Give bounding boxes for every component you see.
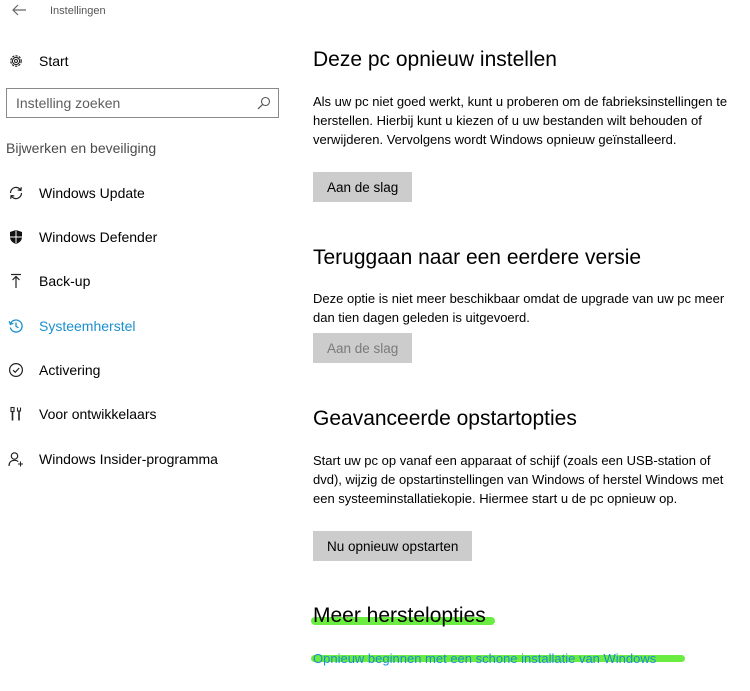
- sidebar-item-label: Windows Insider-programma: [39, 451, 218, 467]
- sidebar-item-label: Windows Defender: [39, 229, 158, 245]
- section-text-advanced: Start uw pc op vanaf een apparaat of schijf (zoals een USB-station of dvd), wijzig de opstartinstellingen van Windows of herstel Windows met een systeeminstallatiekopie. Hiermee start u de pc opnieuw op.: [313, 453, 724, 506]
- sidebar-item-label: Activering: [39, 362, 101, 378]
- search-box[interactable]: [6, 88, 279, 118]
- check-circle-icon: [8, 362, 24, 378]
- sidebar-item-windows-defender[interactable]: [8, 226, 158, 248]
- sidebar-item-systeemherstel[interactable]: [8, 315, 136, 337]
- section-text-reset: Als uw pc niet goed werkt, kunt u proberen om de fabrieksinstellingen te herstellen. Hierbij kunt u kiezen of u uw bestanden wilt behouden of verwijderen. Vervolgens wordt Windows opnieuw geïnstalleerd.: [313, 94, 728, 147]
- shield-icon: [8, 229, 24, 245]
- sidebar-item-back-up[interactable]: [8, 270, 91, 292]
- nav-home-label: Start: [39, 53, 69, 69]
- rollback-start-button: Aan de slag: [313, 333, 412, 363]
- back-arrow-icon[interactable]: [11, 3, 27, 17]
- person-icon: [8, 451, 24, 467]
- sidebar-item-windows-update[interactable]: [8, 182, 145, 204]
- clean-install-link[interactable]: Opnieuw beginnen met een schone installatie van Windows: [313, 651, 657, 666]
- title-bar: [0, 0, 750, 24]
- section-text-rollback: Deze optie is niet meer beschikbaar omdat de upgrade van uw pc meer dan tien dagen geleden is uitgevoerd.: [313, 291, 725, 325]
- sidebar-item-label: Windows Update: [39, 185, 145, 201]
- sidebar-item-windows-insider-programma[interactable]: [8, 448, 218, 470]
- section-title-advanced: Geavanceerde opstartopties: [313, 407, 577, 430]
- section-title-more: Meer herstelopties: [313, 604, 486, 627]
- section-title-reset: Deze pc opnieuw instellen: [313, 48, 557, 71]
- sidebar-item-label: Systeemherstel: [39, 318, 136, 334]
- developer-tools-icon: [8, 406, 24, 422]
- search-input[interactable]: [16, 94, 252, 112]
- sidebar-item-voor-ontwikkelaars[interactable]: [8, 403, 157, 425]
- sidebar-item-label: Back-up: [39, 273, 91, 289]
- history-icon: [8, 318, 24, 334]
- nav-home[interactable]: [8, 50, 69, 72]
- sidebar-item-activering[interactable]: [8, 359, 101, 381]
- search-icon[interactable]: [257, 96, 271, 110]
- restart-now-button[interactable]: Nu opnieuw opstarten: [313, 531, 472, 561]
- upload-arrow-icon: [8, 273, 24, 289]
- sync-icon: [8, 185, 24, 201]
- gear-icon: [8, 53, 24, 69]
- section-title-rollback: Teruggaan naar een eerdere versie: [313, 246, 642, 269]
- sidebar-item-label: Voor ontwikkelaars: [39, 406, 157, 422]
- window-title: Instellingen: [50, 5, 106, 17]
- nav-section-label: Bijwerken en beveiliging: [6, 140, 157, 156]
- reset-start-button[interactable]: Aan de slag: [313, 172, 412, 202]
